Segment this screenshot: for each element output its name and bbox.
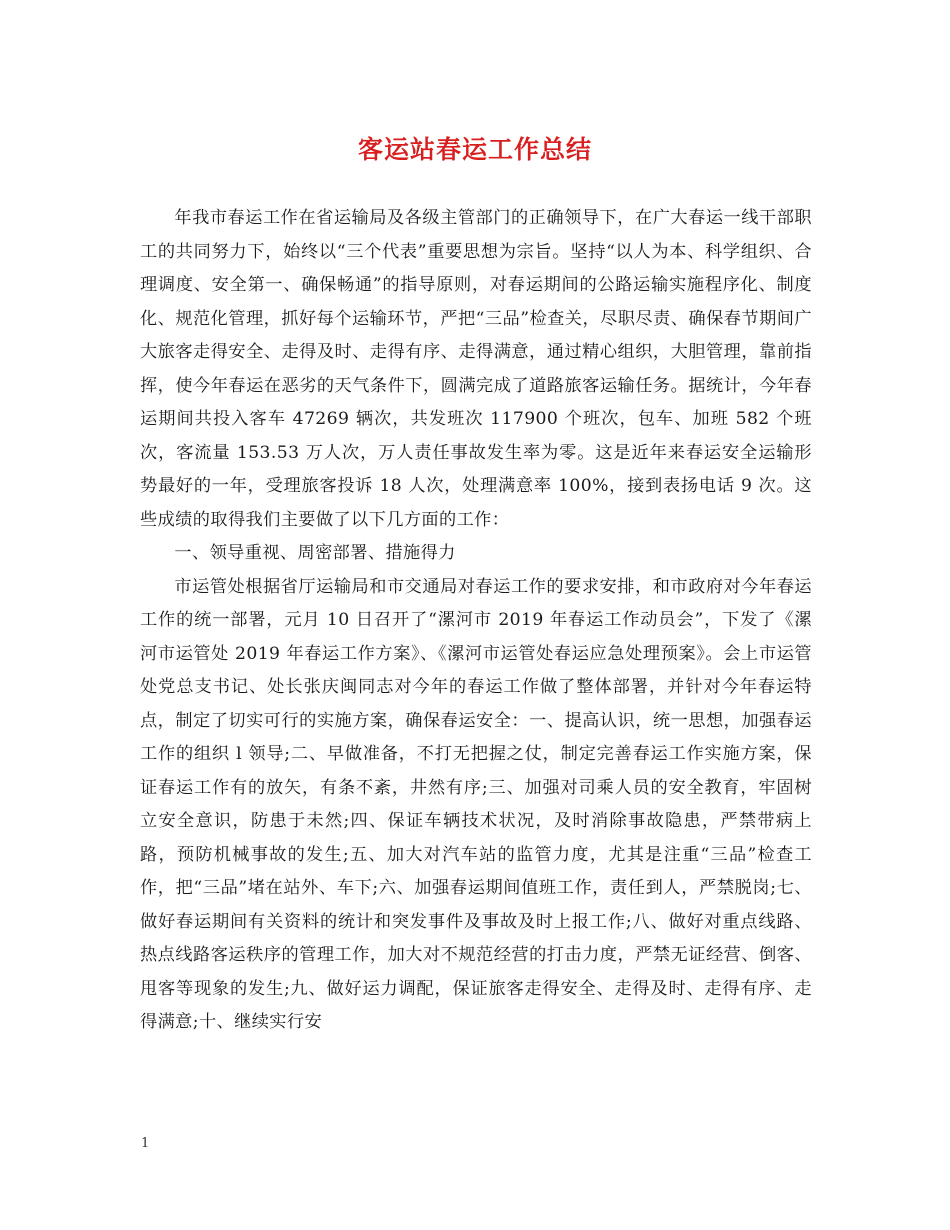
- document-title: 客运站春运工作总结: [357, 135, 592, 164]
- paragraph-section-1: 市运管处根据省厅运输局和市交通局对春运工作的要求安排，和市政府对今年春运工作的统一部署，元月 10 日召开了“漯河市 2019 年春运工作动员会”，下发了《漯河市运管处 2019 年春运工作方案》、《漯河市运管处春运应急处理预案》。会上市运管处党总支书记、处长张庆闽同志对今年的春运工作做了整体部署，并针对今年春运特点，制定了切实可行的实施方案，确保春运安全：一、提高认识，统一思想，加强春运工作的组织 l 领导;二、早做准备，不打无把握之仗，制定完善春运工作实施方案，保证春运工作有的放矢，有条不紊，井然有序;三、加强对司乘人员的安全教育，牢固树立安全意识，防患于未然;四、保证车辆技术状况，及时消除事故隐患，严禁带病上路，预防机械事故的发生;五、加大对汽车站的监管力度，尤其是注重“三品”检查工作，把“三品”堵在站外、车下;六、加强春运期间值班工作，责任到人，严禁脱岗;七、做好春运期间有关资料的统计和突发事件及事故及时上报工作;八、做好对重点线路、热点线路客运秩序的管理工作，加大对不规范经营的打击力度，严禁无证经营、倒客、甩客等现象的发生;九、做好运力调配，保证旅客走得安全、走得及时、走得有序、走得满意;十、继续实行安: [140, 576, 812, 1032]
- section-heading-1: 一、领导重视、周密部署、措施得力: [174, 543, 456, 563]
- page-number: 1: [141, 1136, 150, 1151]
- paragraph-intro: 年我市春运工作在省运输局及各级主管部门的正确领导下，在广大春运一线干部职工的共同努力下，始终以“三个代表”重要思想为宗旨。坚持“以人为本、科学组织、合理调度、安全第一、确保畅通”的指导原则，对春运期间的公路运输实施程序化、制度化、规范化管理，抓好每个运输环节，严把“三品”检查关，尽职尽责、确保春节期间广大旅客走得安全、走得及时、走得有序、走得满意，通过精心组织，大胆管理，靠前指挥，使今年春运在恶劣的天气条件下，圆满完成了道路旅客运输任务。据统计，今年春运期间共投入客车 47269 辆次，共发班次 117900 个班次，包车、加班 582 个班次，客流量 153.53 万人次，万人责任事故发生率为零。这是近年来春运安全运输形势最好的一年，受理旅客投诉 18 人次，处理满意率 100%，接到表扬电话 9 次。这些成绩的取得我们主要做了以下几方面的工作：: [140, 208, 812, 530]
- document-body: [140, 202, 812, 1040]
